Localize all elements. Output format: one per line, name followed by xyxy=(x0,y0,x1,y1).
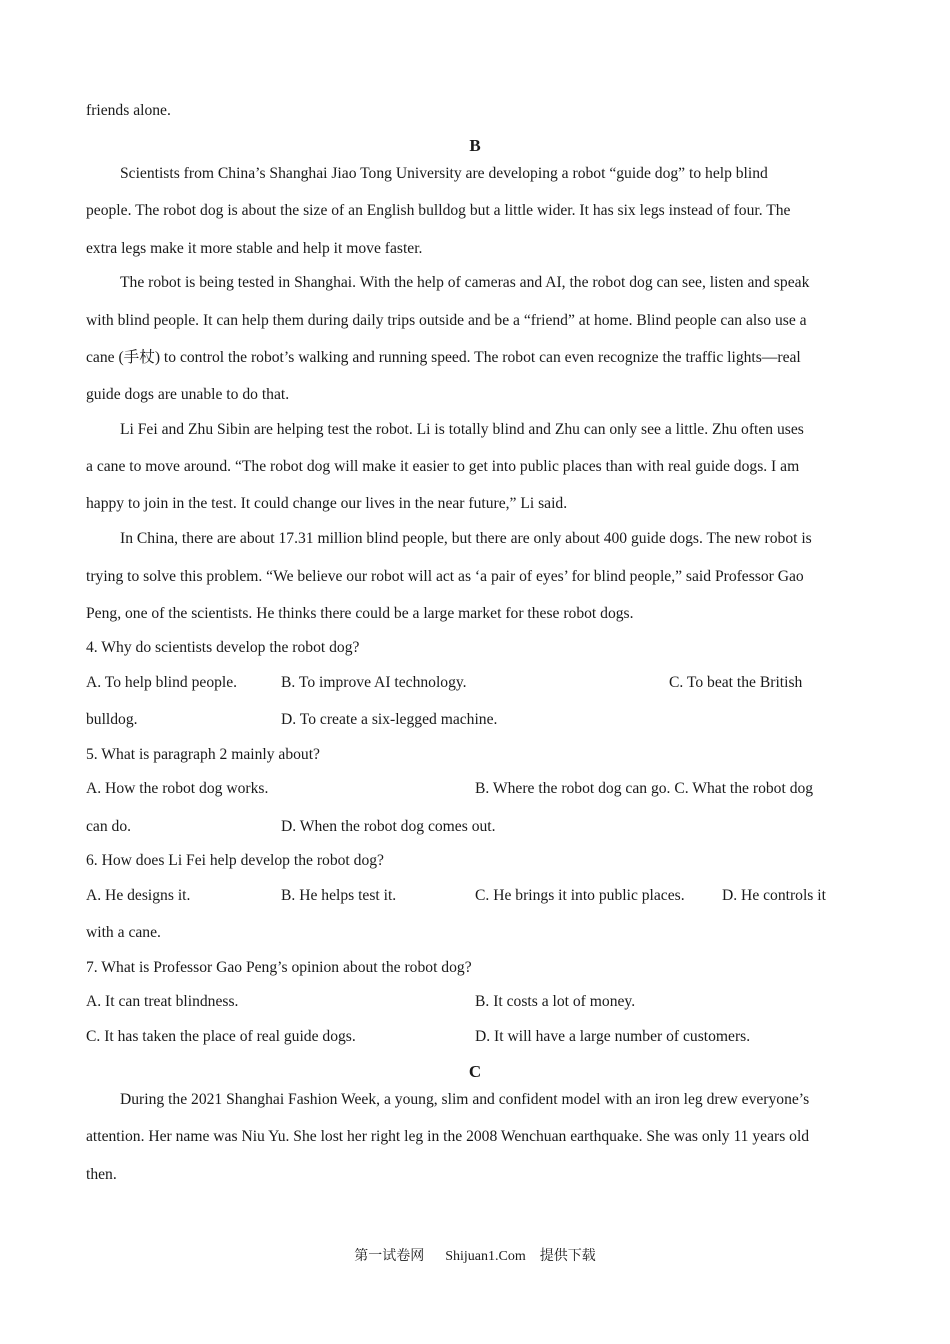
b-p1-line2: people. The robot dog is about the size of an English bulldog but a little wider. It has six legs instead of four. The xyxy=(86,202,791,219)
c-p1-line3: then. xyxy=(86,1166,117,1183)
b-p3-line3: happy to join in the test. It could change our lives in the near future,” Li said. xyxy=(86,495,568,512)
b-p3-line1: Li Fei and Zhu Sibin are helping test the robot. Li is totally blind and Zhu can only see a little. Zhu often uses xyxy=(120,421,804,438)
q5-option-a: A. How the robot dog works. xyxy=(86,780,269,797)
q4-option-b: B. To improve AI technology. xyxy=(281,674,467,691)
q4-option-c: C. To beat the British xyxy=(669,674,803,691)
b-p2-line1: The robot is being tested in Shanghai. With the help of cameras and AI, the robot dog can see, listen and speak xyxy=(120,274,810,291)
q4-option-d: D. To create a six-legged machine. xyxy=(281,711,498,728)
q5-option-bc: B. Where the robot dog can go. C. What the robot dog xyxy=(475,780,814,797)
b-p1-line1: Scientists from China’s Shanghai Jiao Tong University are developing a robot “guide dog” to help blind xyxy=(120,165,768,182)
section-b-heading: B xyxy=(469,136,481,155)
b-p4-line3: Peng, one of the scientists. He thinks there could be a large market for these robot dogs. xyxy=(86,605,634,622)
q6-option-b: B. He helps test it. xyxy=(281,887,397,904)
b-p4-line2: trying to solve this problem. “We believe our robot will act as ‘a pair of eyes’ for blind people,” said Professor Gao xyxy=(86,568,804,585)
q5-option-d: D. When the robot dog comes out. xyxy=(281,818,496,835)
q7-option-a: A. It can treat blindness. xyxy=(86,993,239,1010)
b-p2-line3: cane (手杖) to control the robot’s walking and running speed. The robot can even recognize the traffic lights—real xyxy=(86,349,801,366)
q6-stem: 6. How does Li Fei help develop the robot dog? xyxy=(86,852,384,869)
c-p1-line2: attention. Her name was Niu Yu. She lost her right leg in the 2008 Wenchuan earthquake. She was only 11 years old xyxy=(86,1128,810,1145)
intro-tail: friends alone. xyxy=(86,102,171,119)
q6-option-a: A. He designs it. xyxy=(86,887,191,904)
q5-stem: 5. What is paragraph 2 mainly about? xyxy=(86,746,320,763)
section-c-heading: C xyxy=(468,1062,482,1081)
page-footer: 第一试卷网 Shijuan1.Com 提供下载 xyxy=(354,1249,596,1264)
q4-stem: 4. Why do scientists develop the robot dog? xyxy=(86,639,360,656)
q4-option-c-cont: bulldog. xyxy=(86,711,138,728)
q7-option-d: D. It will have a large number of customers. xyxy=(475,1028,751,1045)
q6-option-c: C. He brings it into public places. xyxy=(475,887,685,904)
q7-option-c: C. It has taken the place of real guide dogs. xyxy=(86,1028,356,1045)
b-p2-line4: guide dogs are unable to do that. xyxy=(86,386,290,403)
b-p4-line1: In China, there are about 17.31 million blind people, but there are only about 400 guide dogs. The new robot is xyxy=(120,530,812,547)
q7-stem: 7. What is Professor Gao Peng’s opinion about the robot dog? xyxy=(86,959,472,976)
b-p3-line2: a cane to move around. “The robot dog will make it easier to get into public places than with real guide dogs. I am xyxy=(86,458,800,475)
q6-option-d: D. He controls it xyxy=(722,887,826,904)
q4-option-a: A. To help blind people. xyxy=(86,674,238,691)
q7-option-b: B. It costs a lot of money. xyxy=(475,993,636,1010)
b-p2-line2: with blind people. It can help them during daily trips outside and be a “friend” at home. Blind people can also use a xyxy=(86,312,807,329)
q5-option-c-cont: can do. xyxy=(86,818,132,835)
c-p1-line1: During the 2021 Shanghai Fashion Week, a young, slim and confident model with an iron leg drew everyone’s xyxy=(120,1091,810,1108)
b-p1-line3: extra legs make it more stable and help it move faster. xyxy=(86,240,423,257)
q6-option-d-cont: with a cane. xyxy=(86,924,161,941)
